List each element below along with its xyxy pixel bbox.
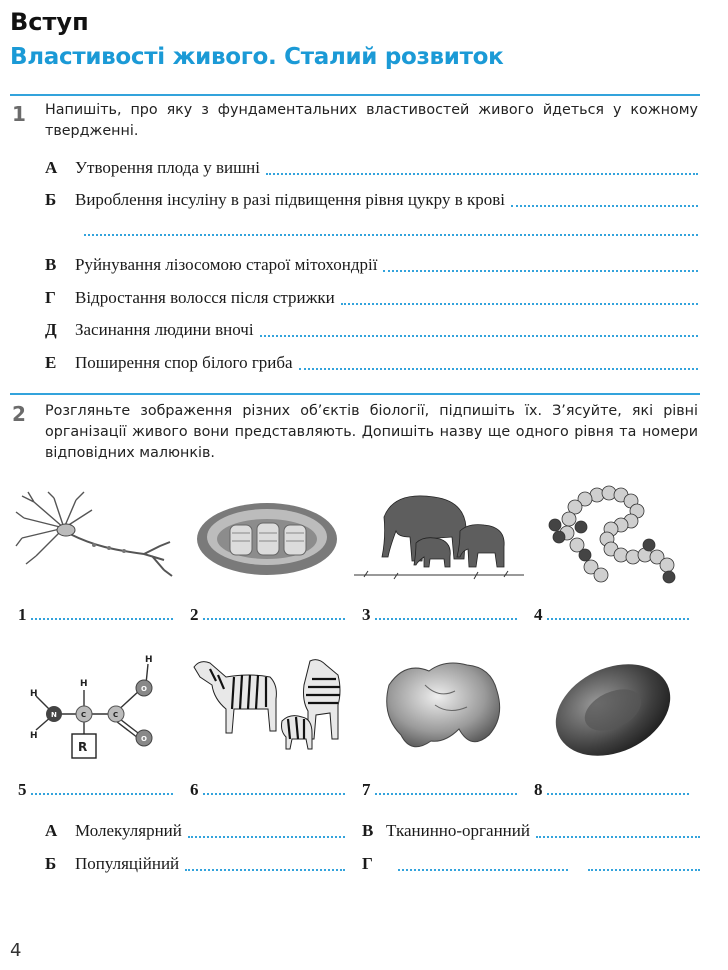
task-1-number: 1 xyxy=(12,102,26,126)
task-2-number: 2 xyxy=(12,402,26,426)
item-letter: В xyxy=(45,255,57,274)
organ-icon xyxy=(375,655,515,760)
item-letter: Е xyxy=(45,353,57,372)
answer-line[interactable] xyxy=(31,793,174,795)
answer-line[interactable] xyxy=(547,793,690,795)
answer-line-picture-numbers[interactable] xyxy=(588,869,700,871)
formula-n: N xyxy=(51,711,57,719)
picture-5-label xyxy=(18,780,173,800)
item-letter: Б xyxy=(45,190,57,209)
formula-c: C xyxy=(81,711,87,719)
picture-3-label xyxy=(362,605,517,625)
task-2-text: Розгляньте зображення різних об’єктів біології, підпишіть їх. З’ясуйте, які рівні організації живого вони представляють. Допишіть назву ще одного рівня та номери відповідних малюнків. xyxy=(45,403,698,461)
divider xyxy=(10,393,700,395)
formula-h: H xyxy=(30,689,38,699)
answer-line[interactable] xyxy=(299,368,698,370)
task-1-item-a xyxy=(45,158,698,182)
picture-6-label xyxy=(190,780,345,800)
formula-c: C xyxy=(113,711,119,719)
item-letter: А xyxy=(45,158,58,177)
zebras-icon xyxy=(190,655,345,755)
answer-line[interactable] xyxy=(383,270,698,272)
picture-number: 5 xyxy=(18,780,27,799)
item-letter: Д xyxy=(45,320,57,339)
answer-level-a xyxy=(45,821,345,845)
answer-level-v xyxy=(362,821,700,845)
neuron-icon xyxy=(14,490,174,580)
formula-h: H xyxy=(80,679,88,689)
item-text: Утворення плода у вишні xyxy=(75,158,261,177)
task-1-item-b xyxy=(45,190,698,214)
answer-line[interactable] xyxy=(203,793,346,795)
page-number: 4 xyxy=(10,940,22,961)
formula-h: H xyxy=(30,731,38,741)
answer-line[interactable] xyxy=(31,618,174,620)
picture-number: 2 xyxy=(190,605,199,624)
picture-number: 4 xyxy=(534,605,543,624)
task-1-item-e xyxy=(45,353,698,377)
answer-line[interactable] xyxy=(203,618,346,620)
answer-line[interactable] xyxy=(266,173,698,175)
answer-text: Молекулярний xyxy=(75,821,182,840)
answer-letter: А xyxy=(45,821,58,840)
red-blood-cell-icon xyxy=(548,658,678,758)
answer-letter: Б xyxy=(45,854,57,873)
answer-line[interactable] xyxy=(547,618,690,620)
picture-8-label xyxy=(534,780,689,800)
picture-7-label xyxy=(362,780,517,800)
item-text: Поширення спор білого гриба xyxy=(75,353,293,372)
item-text: Вироблення інсуліну в разі підвищення рівня цукру в крові xyxy=(75,190,505,209)
picture-number: 6 xyxy=(190,780,199,799)
picture-number: 1 xyxy=(18,605,27,624)
formula-h: H xyxy=(145,655,153,665)
answer-line[interactable] xyxy=(185,869,345,871)
protein-chain-icon xyxy=(545,483,680,588)
answer-letter: Г xyxy=(362,854,373,873)
formula-r: R xyxy=(78,740,88,754)
elephants-icon xyxy=(354,487,524,582)
item-text: Відростання волосся після стрижки xyxy=(75,288,335,307)
answer-line[interactable] xyxy=(536,836,700,838)
amino-acid-icon xyxy=(22,650,172,765)
task-1-text: Напишіть, про яку з фундаментальних властивостей живого йдеться у кожному твердженні. xyxy=(45,102,698,139)
picture-number: 3 xyxy=(362,605,371,624)
picture-number: 7 xyxy=(362,780,371,799)
item-text: Засинання людини вночі xyxy=(75,320,254,339)
picture-1-label xyxy=(18,605,173,625)
answer-text: Популяційний xyxy=(75,854,180,873)
formula-o: O xyxy=(141,685,147,693)
answer-line[interactable] xyxy=(375,793,518,795)
mitochondrion-icon xyxy=(192,495,342,580)
task-1-item-d xyxy=(45,320,698,344)
answer-line[interactable] xyxy=(341,303,698,305)
item-letter: Г xyxy=(45,288,56,307)
picture-number: 8 xyxy=(534,780,543,799)
answer-line[interactable] xyxy=(260,335,698,337)
answer-line-continuation[interactable] xyxy=(84,234,698,236)
task-1-item-v xyxy=(45,255,698,279)
task-1-item-g xyxy=(45,288,698,312)
page-title: Властивості живого. Сталий розвиток xyxy=(10,44,504,70)
picture-2-label xyxy=(190,605,345,625)
answer-letter: В xyxy=(362,821,374,840)
answer-text: Тканинно-органний xyxy=(386,821,530,840)
answer-line-level-name[interactable] xyxy=(398,869,568,871)
formula-o: O xyxy=(141,735,147,743)
section-heading: Вступ xyxy=(10,8,89,36)
answer-line[interactable] xyxy=(511,205,698,207)
answer-line[interactable] xyxy=(375,618,518,620)
picture-4-label xyxy=(534,605,689,625)
item-text: Руйнування лізосомою старої мітохондрії xyxy=(75,255,378,274)
answer-level-g xyxy=(362,854,700,878)
answer-level-b xyxy=(45,854,345,878)
answer-line[interactable] xyxy=(188,836,345,838)
divider xyxy=(10,94,700,96)
